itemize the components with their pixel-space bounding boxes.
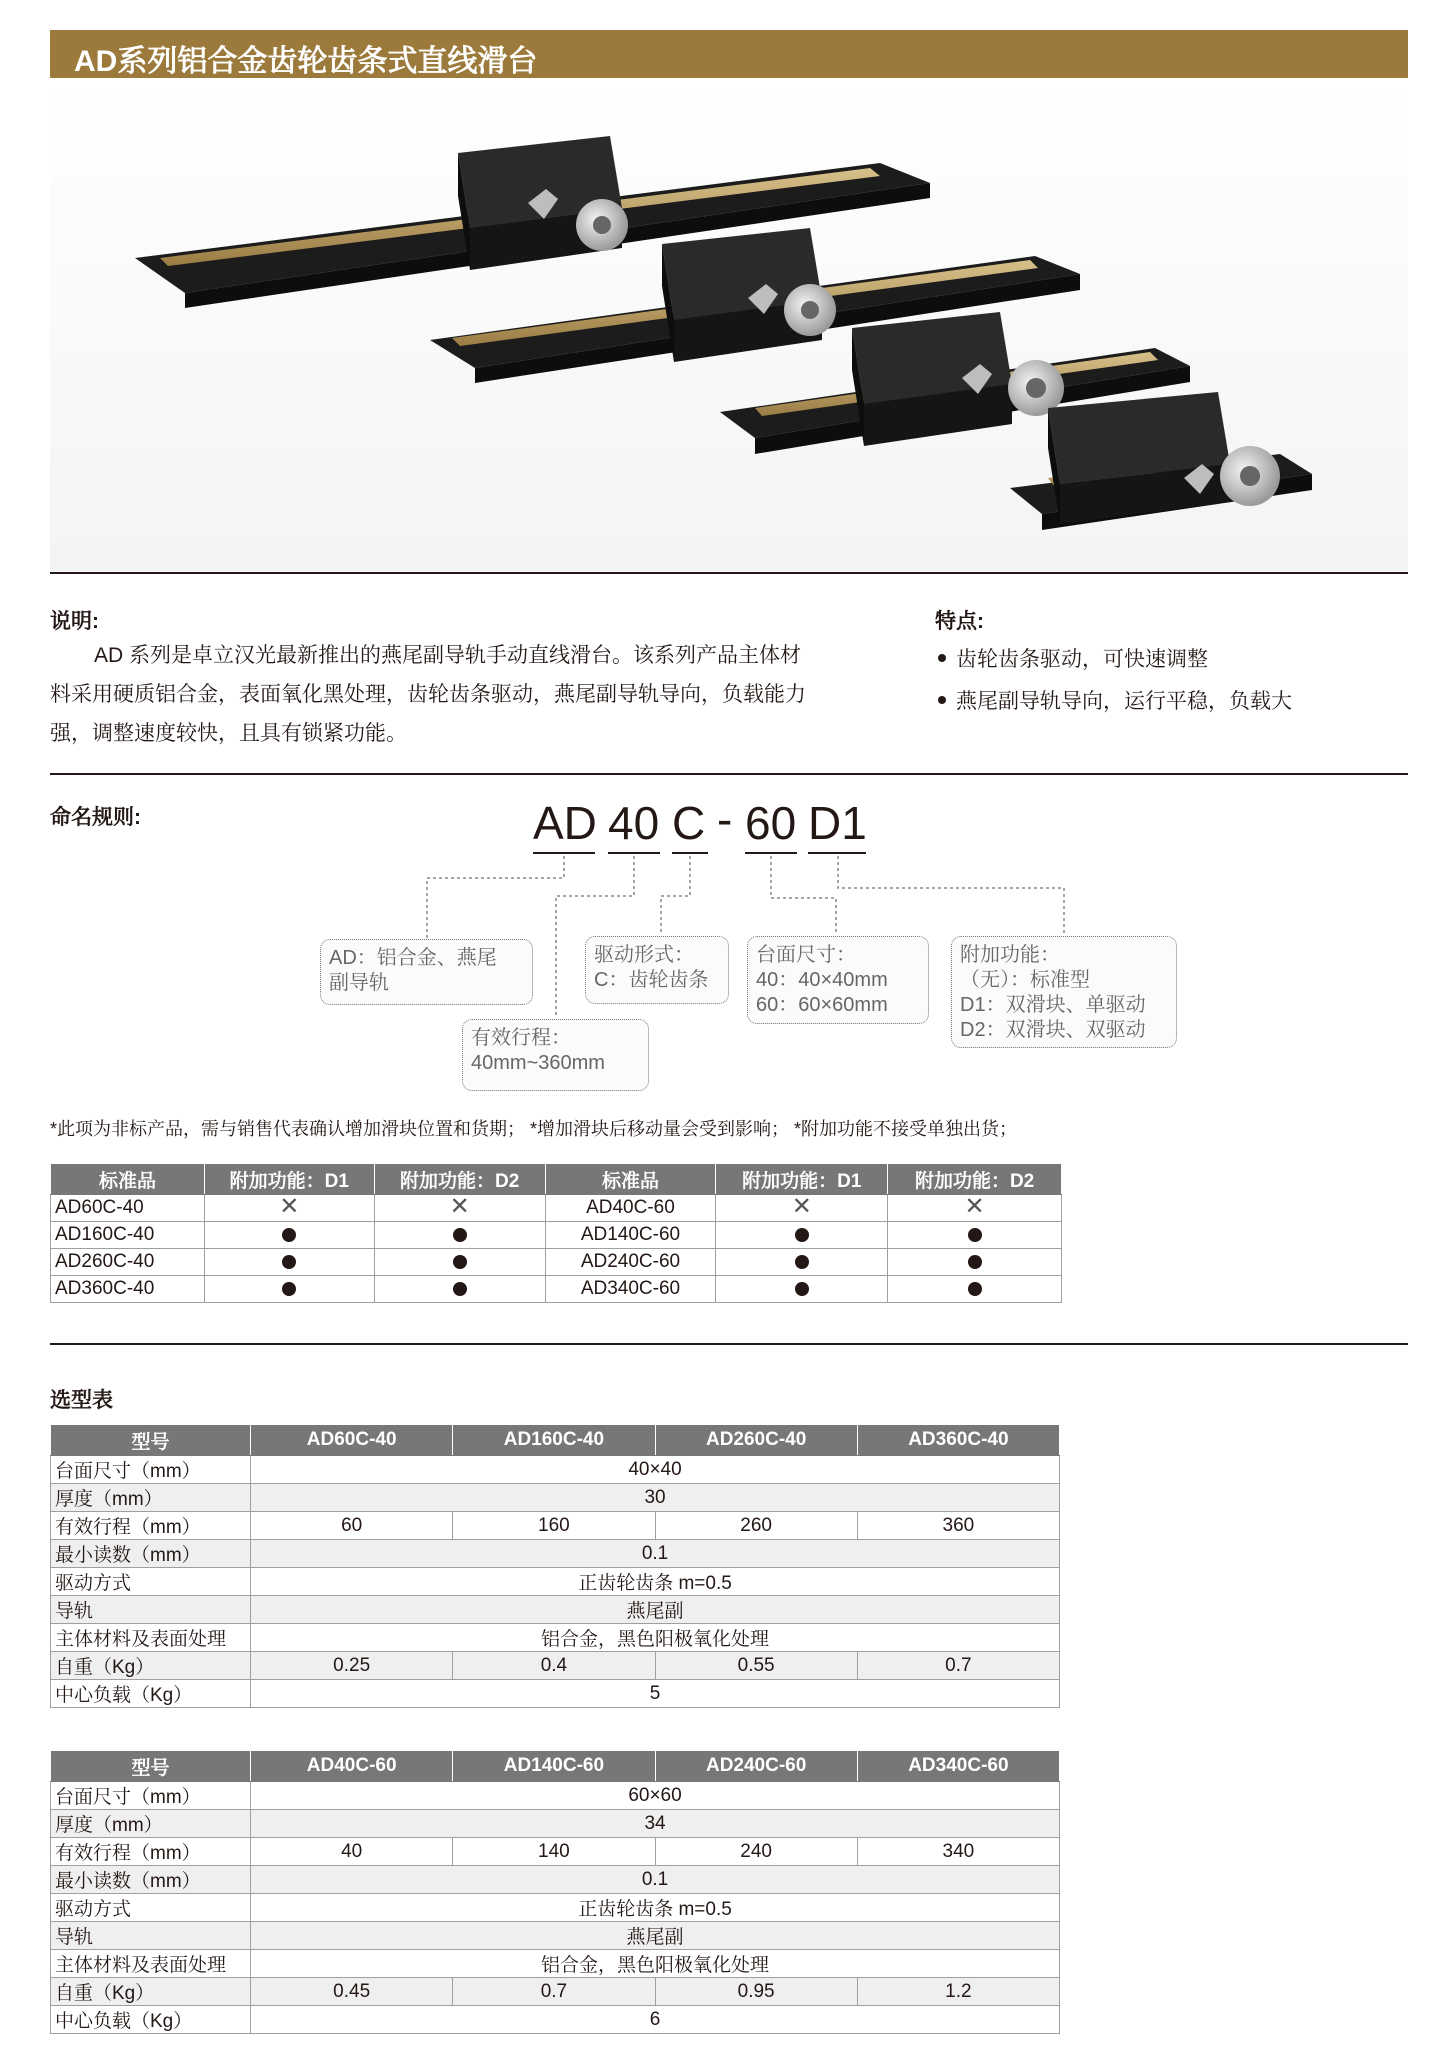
naming-note: *此项为非标产品，需与销售代表确认增加滑块位置和货期； *增加滑块后移动量会受到影响； *附加功能不接受单独出货；	[50, 1119, 1018, 1139]
spec-value: 60	[251, 1512, 453, 1540]
available-mark	[716, 1222, 888, 1249]
naming-box-drive: 驱动形式： C：齿轮齿条	[585, 936, 729, 1004]
column-header: AD340C-60	[857, 1751, 1059, 1782]
filled-circle-icon	[282, 1228, 296, 1242]
spec-value: 6	[251, 2006, 1060, 2034]
description-line-2: 料采用硬质铝合金，表面氧化黑处理，齿轮齿条驱动，燕尾副导轨导向，负载能力	[50, 683, 806, 706]
column-header: 型号	[51, 1751, 251, 1782]
naming-label: 命名规则:	[50, 806, 141, 829]
spec-value: 40×40	[251, 1456, 1060, 1484]
column-header: AD360C-40	[857, 1425, 1059, 1456]
column-header: AD260C-40	[655, 1425, 857, 1456]
spec-label: 自重（Kg）	[51, 1652, 251, 1680]
spec-value: 0.1	[251, 1540, 1060, 1568]
table-row	[51, 1624, 1060, 1652]
spec-value: 340	[857, 1838, 1059, 1866]
spec-value: 140	[453, 1838, 655, 1866]
spec-table-40	[50, 1424, 1060, 1708]
spec-label: 主体材料及表面处理	[51, 1624, 251, 1652]
spec-label: 中心负载（Kg）	[51, 2006, 251, 2034]
table-row	[51, 1276, 1062, 1303]
code-part-40: 40	[608, 797, 660, 849]
column-header: 标准品	[51, 1164, 205, 1195]
spec-value: 0.7	[857, 1652, 1059, 1680]
model-cell: AD260C-40	[51, 1249, 205, 1276]
table-row	[51, 1810, 1060, 1838]
spec-label: 驱动方式	[51, 1894, 251, 1922]
table-row	[51, 1680, 1060, 1708]
table-row	[51, 1782, 1060, 1810]
spec-label: 最小读数（mm）	[51, 1540, 251, 1568]
available-mark	[204, 1249, 374, 1276]
column-header: 附加功能：D1	[204, 1164, 374, 1195]
cross-icon: ✕	[279, 1192, 300, 1220]
spec-value: 0.7	[453, 1978, 655, 2006]
code-part-ad: AD	[533, 797, 597, 849]
column-header: 附加功能：D2	[374, 1164, 545, 1195]
spec-label: 自重（Kg）	[51, 1978, 251, 2006]
spec-value: 0.95	[655, 1978, 857, 2006]
cross-icon: ✕	[791, 1192, 812, 1220]
available-mark	[374, 1276, 545, 1303]
available-mark	[374, 1249, 545, 1276]
spec-label: 厚度（mm）	[51, 1810, 251, 1838]
table-header-row	[51, 1164, 1062, 1195]
available-mark	[888, 1222, 1062, 1249]
spec-value: 30	[251, 1484, 1060, 1512]
column-header: AD140C-60	[453, 1751, 655, 1782]
column-header: AD60C-40	[251, 1425, 453, 1456]
table-header-row	[51, 1751, 1060, 1782]
spec-value: 1.2	[857, 1978, 1059, 2006]
spec-value: 34	[251, 1810, 1060, 1838]
model-cell: AD340C-60	[545, 1276, 716, 1303]
spec-value: 0.1	[251, 1866, 1060, 1894]
options-table	[50, 1163, 1062, 1303]
filled-circle-icon	[453, 1255, 467, 1269]
naming-box-material: AD：铝合金、燕尾 副导轨	[320, 939, 533, 1005]
model-cell: AD140C-60	[545, 1222, 716, 1249]
spec-value: 0.25	[251, 1652, 453, 1680]
code-part-d1: D1	[808, 797, 867, 849]
spec-label: 台面尺寸（mm）	[51, 1456, 251, 1484]
spec-label: 台面尺寸（mm）	[51, 1782, 251, 1810]
available-mark	[204, 1222, 374, 1249]
available-mark	[888, 1276, 1062, 1303]
filled-circle-icon	[282, 1255, 296, 1269]
naming-box-table-size: 台面尺寸： 40：40×40mm 60：60×60mm	[747, 936, 929, 1024]
spec-table-60	[50, 1750, 1060, 2034]
description-line-3: 强，调整速度较快，且具有锁紧功能。	[50, 722, 407, 745]
code-part-60: 60	[745, 797, 797, 849]
selection-label: 选型表	[50, 1389, 113, 1412]
available-mark	[716, 1276, 888, 1303]
table-row	[51, 1195, 1062, 1222]
spec-label: 有效行程（mm）	[51, 1512, 251, 1540]
filled-circle-icon	[968, 1228, 982, 1242]
spec-value: 燕尾副	[251, 1922, 1060, 1950]
column-header: AD160C-40	[453, 1425, 655, 1456]
divider	[50, 1343, 1408, 1345]
table-row	[51, 1922, 1060, 1950]
spec-value: 铝合金，黑色阳极氧化处理	[251, 1624, 1060, 1652]
features-label: 特点:	[935, 610, 984, 633]
unavailable-mark	[888, 1192, 1062, 1222]
column-header: 附加功能：D1	[716, 1164, 888, 1195]
model-cell: AD240C-60	[545, 1249, 716, 1276]
spec-label: 导轨	[51, 1596, 251, 1624]
available-mark	[888, 1249, 1062, 1276]
table-row	[51, 1596, 1060, 1624]
table-row	[51, 1838, 1060, 1866]
spec-label: 有效行程（mm）	[51, 1838, 251, 1866]
spec-label: 厚度（mm）	[51, 1484, 251, 1512]
spec-label: 最小读数（mm）	[51, 1866, 251, 1894]
unavailable-mark	[204, 1192, 374, 1222]
table-row	[51, 1222, 1062, 1249]
available-mark	[716, 1249, 888, 1276]
column-header: AD40C-60	[251, 1751, 453, 1782]
spec-label: 驱动方式	[51, 1568, 251, 1596]
table-row	[51, 1866, 1060, 1894]
naming-box-extra: 附加功能： （无）：标准型 D1：双滑块、单驱动 D2：双滑块、双驱动	[951, 936, 1177, 1048]
cross-icon: ✕	[964, 1192, 985, 1220]
model-cell: AD160C-40	[51, 1222, 205, 1249]
code-part-dash: -	[717, 793, 733, 845]
filled-circle-icon	[453, 1228, 467, 1242]
table-row	[51, 1894, 1060, 1922]
spec-value: 60×60	[251, 1782, 1060, 1810]
filled-circle-icon	[795, 1228, 809, 1242]
table-row	[51, 1568, 1060, 1596]
table-row	[51, 1249, 1062, 1276]
spec-value: 0.45	[251, 1978, 453, 2006]
available-mark	[204, 1276, 374, 1303]
table-header-row	[51, 1425, 1060, 1456]
filled-circle-icon	[795, 1282, 809, 1296]
model-cell: AD60C-40	[51, 1195, 205, 1222]
table-row	[51, 1484, 1060, 1512]
filled-circle-icon	[282, 1282, 296, 1296]
filled-circle-icon	[968, 1282, 982, 1296]
filled-circle-icon	[968, 1255, 982, 1269]
spec-value: 160	[453, 1512, 655, 1540]
table-row	[51, 1652, 1060, 1680]
filled-circle-icon	[795, 1255, 809, 1269]
code-part-c: C	[672, 797, 706, 849]
unavailable-mark	[374, 1192, 545, 1222]
description-line-1: AD 系列是卓立汉光最新推出的燕尾副导轨手动直线滑台。该系列产品主体材	[94, 644, 802, 667]
column-header: 附加功能：D2	[888, 1164, 1062, 1195]
page-title: AD系列铝合金齿轮齿条式直线滑台	[74, 45, 538, 78]
table-row	[51, 1456, 1060, 1484]
feature-item: 燕尾副导轨导向，运行平稳，负载大	[938, 685, 1292, 715]
spec-value: 40	[251, 1838, 453, 1866]
spec-value: 5	[251, 1680, 1060, 1708]
spec-value: 正齿轮齿条 m=0.5	[251, 1894, 1060, 1922]
spec-value: 240	[655, 1838, 857, 1866]
table-row	[51, 1978, 1060, 2006]
spec-label: 主体材料及表面处理	[51, 1950, 251, 1978]
spec-value: 360	[857, 1512, 1059, 1540]
unavailable-mark	[716, 1192, 888, 1222]
table-row	[51, 1950, 1060, 1978]
table-row	[51, 1540, 1060, 1568]
column-header: 标准品	[545, 1164, 716, 1195]
table-row	[51, 1512, 1060, 1540]
spec-value: 正齿轮齿条 m=0.5	[251, 1568, 1060, 1596]
filled-circle-icon	[453, 1282, 467, 1296]
spec-label: 导轨	[51, 1922, 251, 1950]
feature-item: 齿轮齿条驱动，可快速调整	[938, 643, 1208, 673]
spec-value: 0.55	[655, 1652, 857, 1680]
spec-value: 260	[655, 1512, 857, 1540]
spec-value: 铝合金，黑色阳极氧化处理	[251, 1950, 1060, 1978]
column-header: 型号	[51, 1425, 251, 1456]
naming-box-stroke: 有效行程： 40mm~360mm	[462, 1019, 649, 1091]
spec-label: 中心负载（Kg）	[51, 1680, 251, 1708]
cross-icon: ✕	[449, 1192, 470, 1220]
available-mark	[374, 1222, 545, 1249]
spec-value: 0.4	[453, 1652, 655, 1680]
model-cell: AD40C-60	[545, 1195, 716, 1222]
model-cell: AD360C-40	[51, 1276, 205, 1303]
spec-value: 燕尾副	[251, 1596, 1060, 1624]
description-label: 说明:	[50, 610, 99, 633]
table-row	[51, 2006, 1060, 2034]
column-header: AD240C-60	[655, 1751, 857, 1782]
